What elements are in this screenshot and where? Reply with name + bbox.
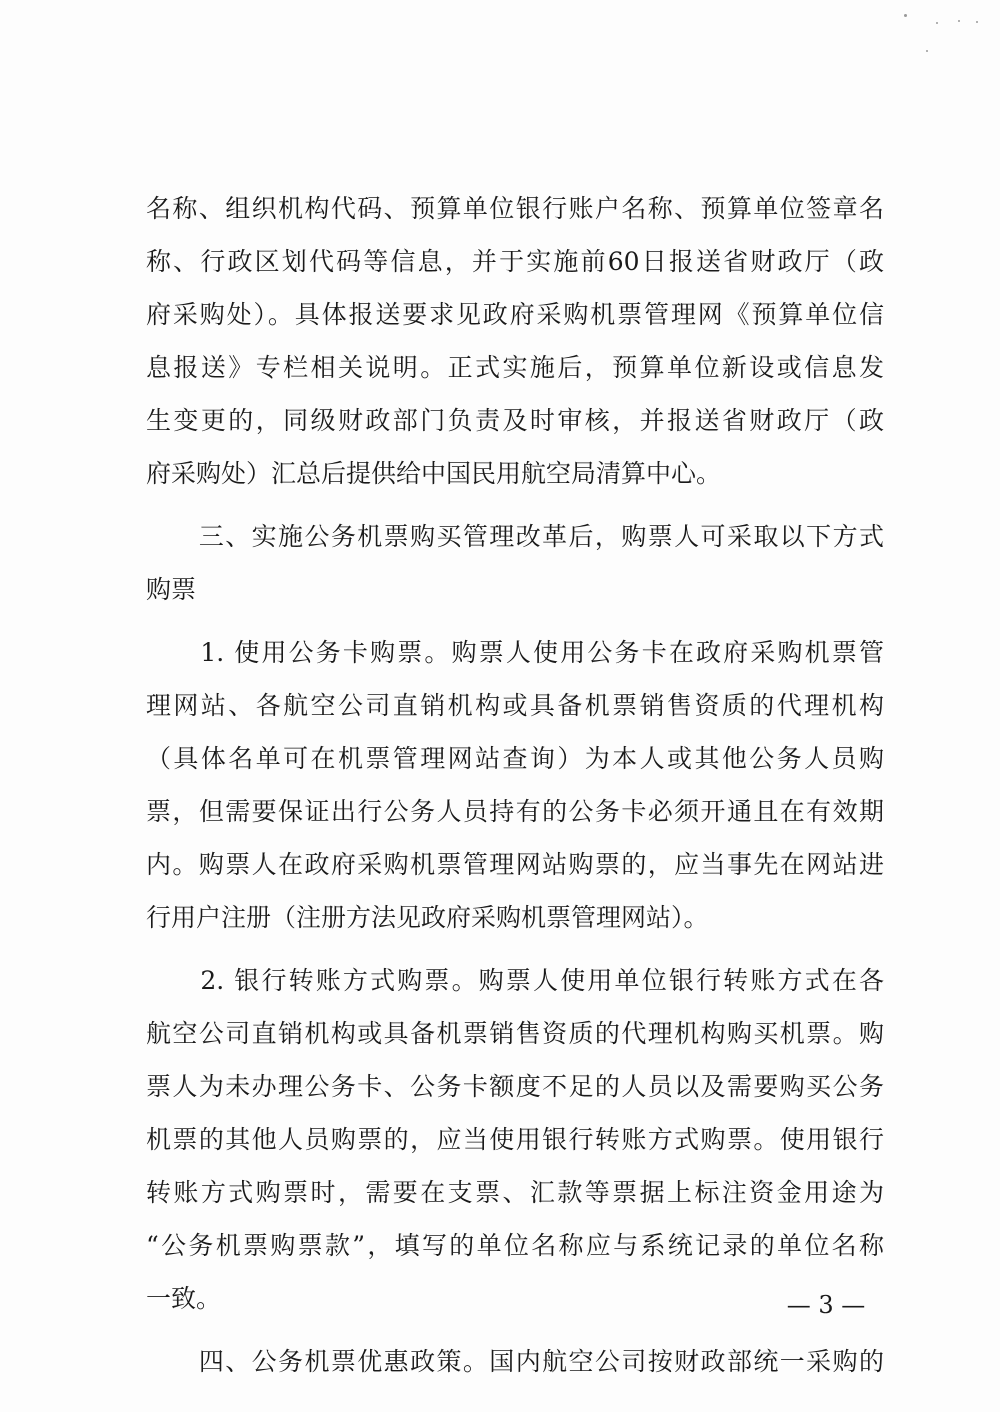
scan-speck [976,21,978,23]
scan-speck [904,14,907,17]
scan-speck [926,50,928,52]
paragraph-item-1 [146,626,884,944]
scan-speck [958,20,960,22]
text-line: “公务机票购票款”，填写的单位名称应与系统记录的单位名称 [146,1231,884,1260]
text-line: 称、行政区划代码等信息，并于实施前60日报送省财政厅（政 [146,247,884,276]
text-line: （具体名单可在机票管理网站查询）为本人或其他公务人员购 [146,744,884,773]
item-heading-line: 2. 银行转账方式购票。购票人使用单位银行转账方式在各 [146,966,884,995]
text-line: 票人为未办理公务卡、公务卡额度不足的人员以及需要购买公务 [146,1072,884,1101]
scan-speck [936,22,938,24]
text-line: 购票 [146,575,197,604]
body-text [146,182,884,1388]
paragraph-section-3 [146,510,884,616]
text-line: 票，但需要保证出行公务人员持有的公务卡必须开通且在有效期 [146,797,884,826]
text-line: 府采购处）汇总后提供给中国民用航空局清算中心。 [146,459,722,488]
item-heading-line: 1. 使用公务卡购票。购票人使用公务卡在政府采购机票管 [146,638,884,667]
text-line: 名称、组织机构代码、预算单位银行账户名称、预算单位签章名 [146,194,884,223]
text-line: 理网站、各航空公司直销机构或具备机票销售资质的代理机构 [146,691,884,720]
text-line: 航空公司直销机构或具备机票销售资质的代理机构购买机票。购 [146,1019,884,1048]
paragraph-section-4 [146,1335,884,1388]
section-heading-line: 三、实施公务机票购买管理改革后，购票人可采取以下方式 [146,522,884,551]
paragraph-item-2 [146,954,884,1325]
text-line: 府采购处）。具体报送要求见政府采购机票管理网《预算单位信 [146,300,884,329]
page-number: — 3 — [786,1291,866,1319]
text-line: 转账方式购票时，需要在支票、汇款等票据上标注资金用途为 [146,1178,884,1207]
text-line: 息报送》专栏相关说明。正式实施后，预算单位新设或信息发 [146,353,884,382]
text-line: 行用户注册（注册方法见政府采购机票管理网站）。 [146,903,709,932]
text-line: 生变更的，同级财政部门负责及时审核，并报送省财政厅（政 [146,406,884,435]
text-line: 机票的其他人员购票的，应当使用银行转账方式购票。使用银行 [146,1125,884,1154]
text-line: 一致。 [146,1284,222,1313]
paragraph-continued [146,182,884,500]
section-heading-line: 四、公务机票优惠政策。国内航空公司按财政部统一采购的 [146,1347,884,1376]
text-line: 内。购票人在政府采购机票管理网站购票的，应当事先在网站进 [146,850,884,879]
